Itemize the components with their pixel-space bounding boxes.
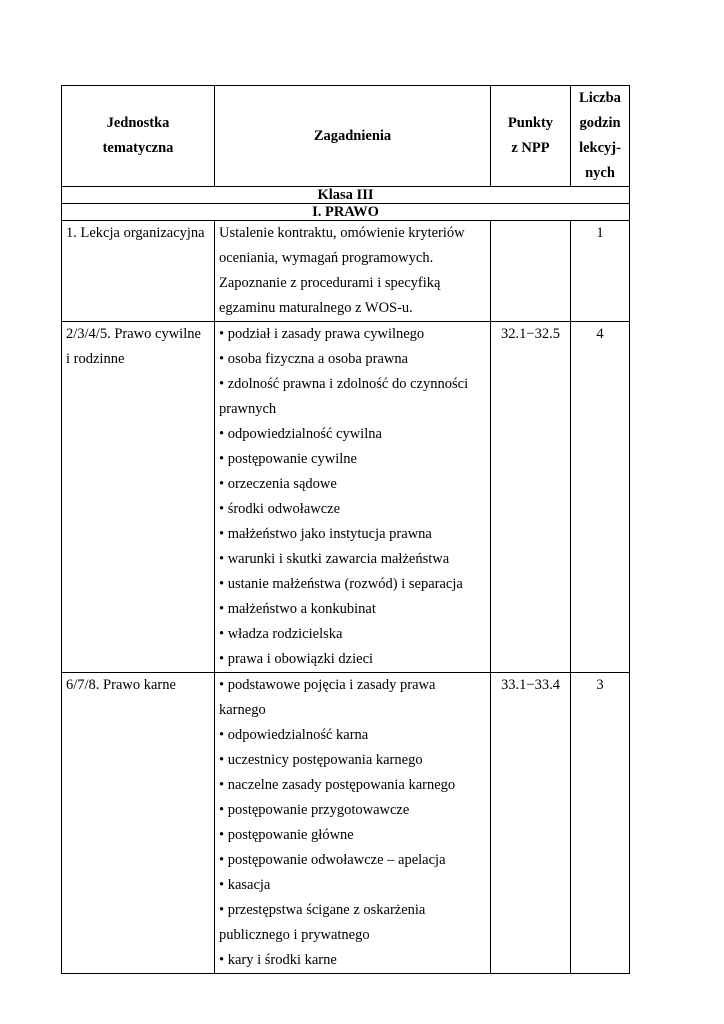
unit-line: 2/3/4/5. Prawo cywilne bbox=[66, 326, 201, 342]
header-hours-line: Liczba bbox=[579, 90, 621, 106]
header-npp-line: Punkty bbox=[507, 115, 554, 131]
unit-cell bbox=[62, 221, 215, 322]
unit-cell bbox=[62, 673, 215, 974]
header-topics-label: Zagadnienia bbox=[313, 127, 392, 144]
topic-line: egzaminu maturalnego z WOS-u. bbox=[219, 300, 413, 316]
topic-line: • postępowanie główne bbox=[219, 827, 354, 843]
hours-cell: 1 bbox=[571, 221, 630, 322]
topics-cell bbox=[215, 221, 491, 322]
header-topics bbox=[215, 86, 491, 187]
section-row bbox=[62, 204, 630, 221]
topic-line: • postępowanie cywilne bbox=[219, 451, 357, 467]
topic-line: • postępowanie odwoławcze – apelacja bbox=[219, 852, 446, 868]
npp-cell: 33.1−33.4 bbox=[491, 673, 571, 974]
unit-line: 6/7/8. Prawo karne bbox=[66, 677, 176, 693]
section-label: I. PRAWO bbox=[62, 204, 630, 221]
header-hours bbox=[571, 86, 630, 187]
topic-line: Zapoznanie z procedurami i specyfiką bbox=[219, 275, 441, 291]
topic-line: • władza rodzicielska bbox=[219, 626, 343, 642]
table-row bbox=[62, 221, 630, 322]
topic-line: • orzeczenia sądowe bbox=[219, 476, 337, 492]
topic-line: • zdolność prawna i zdolność do czynności bbox=[219, 376, 469, 392]
unit-line: i rodzinne bbox=[66, 351, 125, 367]
topic-line: • postępowanie przygotowawcze bbox=[219, 802, 410, 818]
topic-line: • naczelne zasady postępowania karnego bbox=[219, 777, 456, 793]
topic-line: • ustanie małżeństwa (rozwód) i separacja bbox=[219, 576, 463, 592]
topic-line: • podział i zasady prawa cywilnego bbox=[219, 326, 425, 342]
topic-line: • warunki i skutki zawarcia małżeństwa bbox=[219, 551, 450, 567]
topic-line: • osoba fizyczna a osoba prawna bbox=[219, 351, 409, 367]
npp-cell: 32.1−32.5 bbox=[491, 322, 571, 673]
table-header-row bbox=[62, 86, 630, 187]
header-unit-line: Jednostka bbox=[106, 115, 170, 131]
npp-cell bbox=[491, 221, 571, 322]
table-row bbox=[62, 322, 630, 673]
topic-line: oceniania, wymagań programowych. bbox=[219, 250, 434, 266]
header-npp-line: z NPP bbox=[511, 140, 550, 156]
table-row bbox=[62, 673, 630, 974]
topic-line: • przestępstwa ścigane z oskarżenia bbox=[219, 902, 426, 918]
topic-line: publicznego i prywatnego bbox=[219, 927, 370, 943]
unit-cell bbox=[62, 322, 215, 673]
topic-line: • odpowiedzialność karna bbox=[219, 727, 369, 743]
topics-cell bbox=[215, 673, 491, 974]
topic-line: • odpowiedzialność cywilna bbox=[219, 426, 382, 442]
hours-cell: 4 bbox=[571, 322, 630, 673]
topic-line: • uczestnicy postępowania karnego bbox=[219, 752, 423, 768]
header-hours-line: lekcyj- bbox=[579, 140, 621, 156]
header-npp bbox=[491, 86, 571, 187]
header-unit-line: tematyczna bbox=[102, 140, 174, 156]
topic-line: • kasacja bbox=[219, 877, 271, 893]
hours-cell: 3 bbox=[571, 673, 630, 974]
header-hours-line: nych bbox=[585, 165, 615, 181]
class-row bbox=[62, 187, 630, 204]
header-hours-line: godzin bbox=[579, 115, 621, 131]
topic-line: • środki odwoławcze bbox=[219, 501, 341, 517]
topic-line: • małżeństwo a konkubinat bbox=[219, 601, 376, 617]
topic-line: • prawa i obowiązki dzieci bbox=[219, 651, 374, 667]
topic-line: • małżeństwo jako instytucja prawna bbox=[219, 526, 432, 542]
topic-line: prawnych bbox=[219, 401, 277, 417]
topic-line: • podstawowe pojęcia i zasady prawa bbox=[219, 677, 436, 693]
class-label: Klasa III bbox=[62, 187, 630, 204]
topic-line: • kary i środki karne bbox=[219, 952, 337, 968]
unit-line: 1. Lekcja organizacyjna bbox=[66, 225, 205, 241]
header-unit bbox=[62, 86, 215, 187]
topic-line: Ustalenie kontraktu, omówienie kryteriów bbox=[219, 225, 465, 241]
topic-line: karnego bbox=[219, 702, 266, 718]
topics-cell bbox=[215, 322, 491, 673]
curriculum-table bbox=[61, 85, 630, 974]
topic-rows bbox=[62, 221, 630, 974]
